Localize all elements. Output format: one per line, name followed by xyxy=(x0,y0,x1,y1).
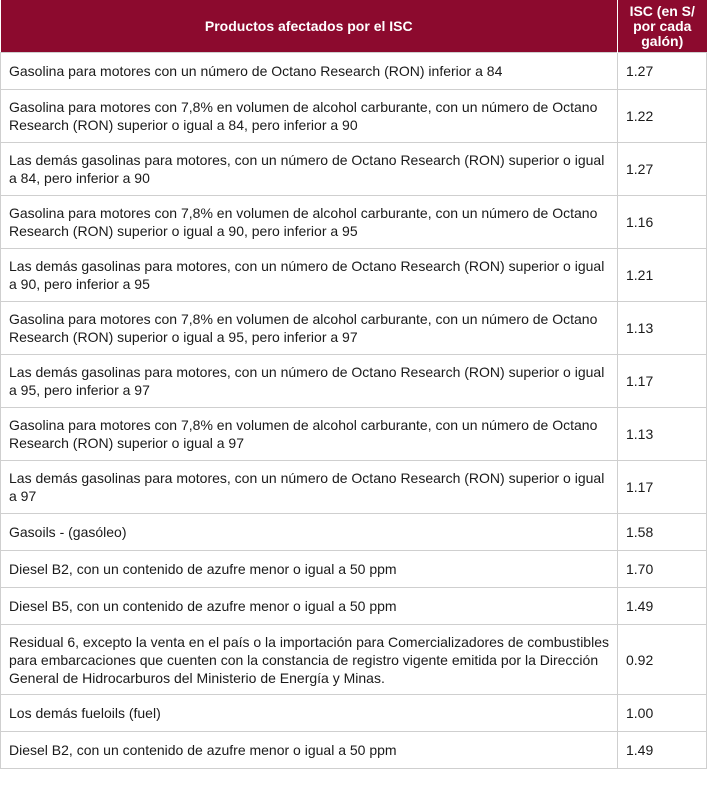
product-cell: Gasolina para motores con 7,8% en volumen de alcohol carburante, con un número de Octano Research (RON) superior o igual a 97 xyxy=(1,408,618,461)
header-products: Productos afectados por el ISC xyxy=(1,0,618,53)
table-row xyxy=(1,355,707,408)
isc-value-cell: 1.58 xyxy=(618,514,707,551)
product-cell: Las demás gasolinas para motores, con un número de Octano Research (RON) superior o igual a 95, pero inferior a 97 xyxy=(1,355,618,408)
table-row xyxy=(1,732,707,769)
isc-value-cell: 1.00 xyxy=(618,695,707,732)
table-row xyxy=(1,302,707,355)
isc-value-cell: 1.16 xyxy=(618,196,707,249)
header-isc: ISC (en S/ por cada galón) xyxy=(618,0,707,53)
product-cell: Las demás gasolinas para motores, con un número de Octano Research (RON) superior o igual a 84, pero inferior a 90 xyxy=(1,143,618,196)
isc-value-cell: 1.17 xyxy=(618,355,707,408)
table-row xyxy=(1,196,707,249)
table-row xyxy=(1,461,707,514)
product-cell: Diesel B5, con un contenido de azufre menor o igual a 50 ppm xyxy=(1,588,618,625)
table-header xyxy=(1,0,707,53)
isc-value-cell: 1.22 xyxy=(618,90,707,143)
table-row xyxy=(1,551,707,588)
table-row xyxy=(1,514,707,551)
product-cell: Gasoils - (gasóleo) xyxy=(1,514,618,551)
isc-value-cell: 1.49 xyxy=(618,588,707,625)
table-row xyxy=(1,588,707,625)
table-body xyxy=(1,53,707,769)
isc-value-cell: 1.49 xyxy=(618,732,707,769)
isc-value-cell: 0.92 xyxy=(618,625,707,695)
product-cell: Gasolina para motores con un número de Octano Research (RON) inferior a 84 xyxy=(1,53,618,90)
table-row xyxy=(1,143,707,196)
product-cell: Diesel B2, con un contenido de azufre menor o igual a 50 ppm xyxy=(1,732,618,769)
table-row xyxy=(1,695,707,732)
isc-value-cell: 1.70 xyxy=(618,551,707,588)
table-row xyxy=(1,53,707,90)
product-cell: Residual 6, excepto la venta en el país o la importación para Comercializadores de combustibles para embarcaciones que cuenten con la constancia de registro vigente emitida por la Dirección General de Hidrocarburos del Ministerio de Energía y Minas. xyxy=(1,625,618,695)
product-cell: Los demás fueloils (fuel) xyxy=(1,695,618,732)
product-cell: Las demás gasolinas para motores, con un número de Octano Research (RON) superior o igual a 97 xyxy=(1,461,618,514)
table-row xyxy=(1,408,707,461)
product-cell: Gasolina para motores con 7,8% en volumen de alcohol carburante, con un número de Octano Research (RON) superior o igual a 84, pero inferior a 90 xyxy=(1,90,618,143)
header-row xyxy=(1,0,707,53)
table-row xyxy=(1,625,707,695)
product-cell: Diesel B2, con un contenido de azufre menor o igual a 50 ppm xyxy=(1,551,618,588)
isc-value-cell: 1.27 xyxy=(618,143,707,196)
product-cell: Gasolina para motores con 7,8% en volumen de alcohol carburante, con un número de Octano Research (RON) superior o igual a 95, pero inferior a 97 xyxy=(1,302,618,355)
isc-value-cell: 1.17 xyxy=(618,461,707,514)
table-row xyxy=(1,90,707,143)
isc-value-cell: 1.13 xyxy=(618,408,707,461)
isc-value-cell: 1.27 xyxy=(618,53,707,90)
isc-value-cell: 1.13 xyxy=(618,302,707,355)
product-cell: Las demás gasolinas para motores, con un número de Octano Research (RON) superior o igual a 90, pero inferior a 95 xyxy=(1,249,618,302)
product-cell: Gasolina para motores con 7,8% en volumen de alcohol carburante, con un número de Octano Research (RON) superior o igual a 90, pero inferior a 95 xyxy=(1,196,618,249)
table-row xyxy=(1,249,707,302)
isc-value-cell: 1.21 xyxy=(618,249,707,302)
